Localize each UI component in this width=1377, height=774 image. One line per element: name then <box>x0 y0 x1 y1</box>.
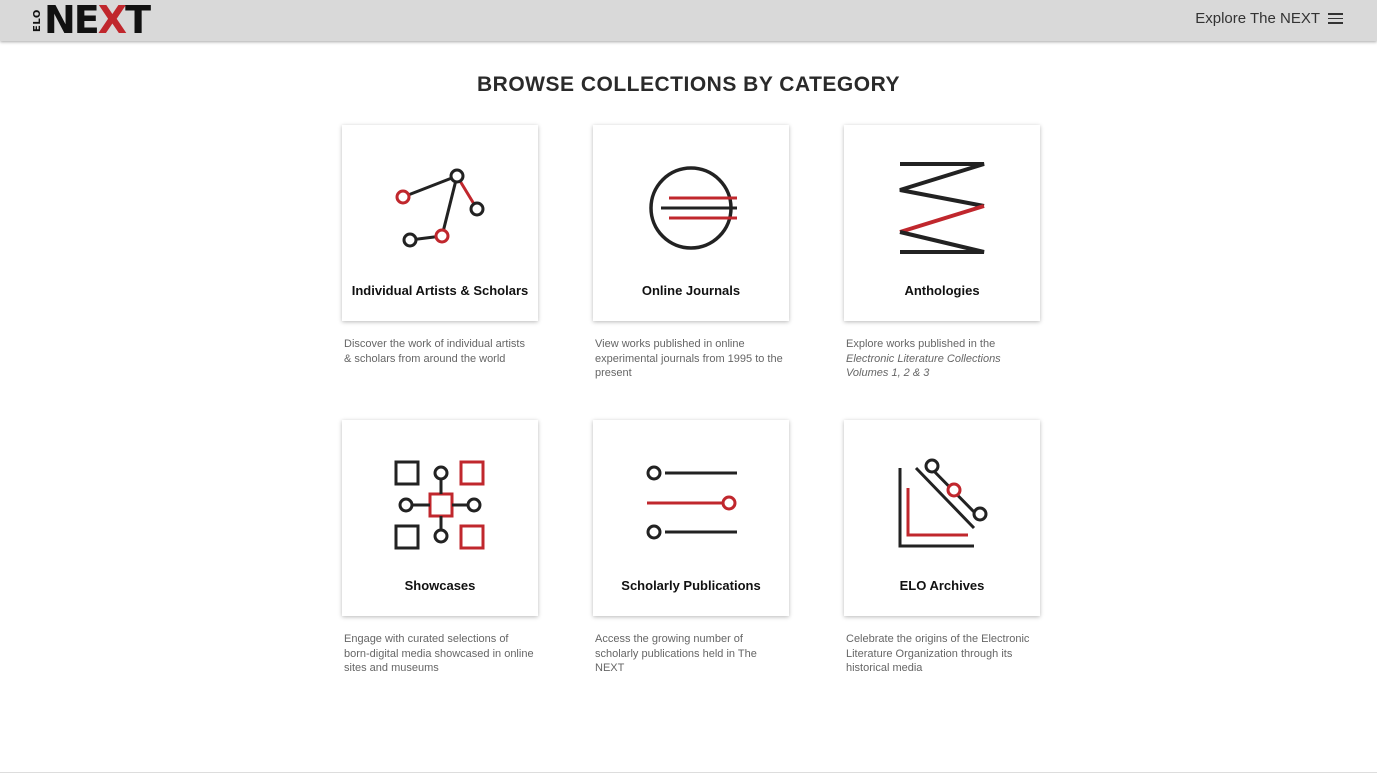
category-description: Celebrate the origins of the Electronic Literature Organization through its historical media <box>846 633 1030 674</box>
publication-lines-icon <box>641 456 741 556</box>
category-card-showcases[interactable] <box>342 420 538 616</box>
category-description: Access the growing number of scholarly publications held in The NEXT <box>595 633 757 674</box>
explore-label: Explore The NEXT <box>1195 10 1320 27</box>
footer-divider <box>0 772 1377 773</box>
hamburger-menu-icon <box>1328 10 1343 27</box>
category-title: Showcases <box>404 578 476 593</box>
category-card-anthologies[interactable] <box>844 125 1040 321</box>
top-bar <box>0 0 1377 41</box>
category-card-online-journals[interactable] <box>593 125 789 321</box>
category-title: ELO Archives <box>899 578 985 593</box>
showcase-grid-icon <box>390 456 490 556</box>
category-title: Anthologies <box>904 283 980 298</box>
logo-next-text: NEXT <box>44 0 149 42</box>
category-description: Explore works published in the Electronic Literature Collections Volumes 1, 2 & 3 <box>846 338 1001 379</box>
logo-elo-text: ELO <box>32 9 43 33</box>
page-title: BROWSE COLLECTIONS BY CATEGORY <box>477 73 900 96</box>
category-card-scholarly-publications[interactable] <box>593 420 789 616</box>
zigzag-stack-icon <box>892 161 992 261</box>
explore-menu-button[interactable] <box>1195 10 1343 27</box>
category-title: Scholarly Publications <box>621 578 761 593</box>
archive-triangle-icon <box>892 456 992 556</box>
category-card-elo-archives[interactable] <box>844 420 1040 616</box>
logo[interactable] <box>32 0 154 42</box>
category-description: View works published in online experimental journals from 1995 to the present <box>595 338 783 379</box>
category-title: Individual Artists & Scholars <box>351 283 529 298</box>
category-description: Discover the work of individual artists & scholars from around the world <box>344 338 525 365</box>
network-nodes-icon <box>390 161 490 261</box>
category-description: Engage with curated selections of born-digital media showcased in online sites and museums <box>344 633 534 674</box>
category-title: Online Journals <box>641 283 741 298</box>
journal-circle-icon <box>641 161 741 261</box>
category-card-individual-artists[interactable] <box>342 125 538 321</box>
